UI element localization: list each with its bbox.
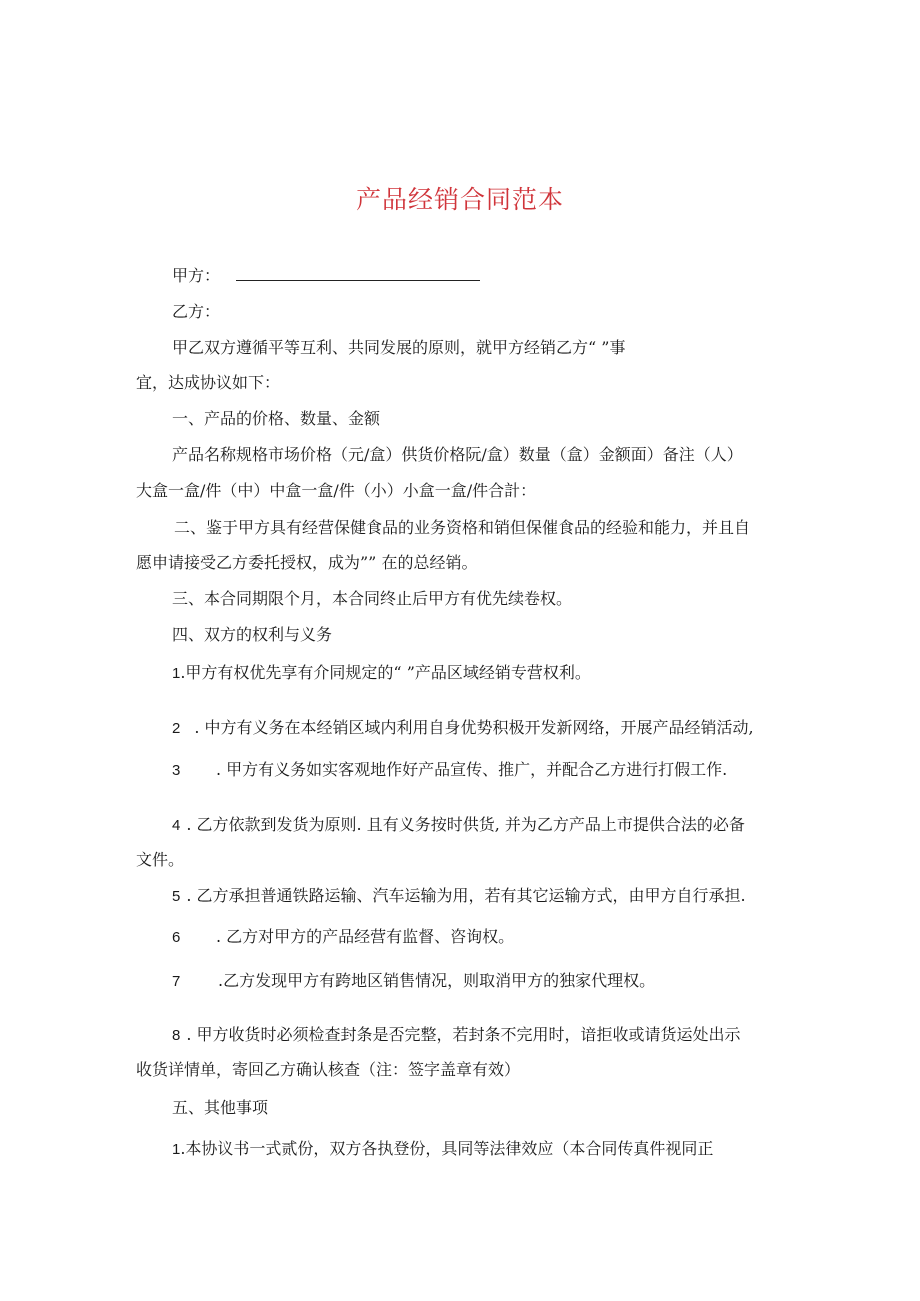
item-text: . 乙方对甲方的产品经营有监督、咨询权。	[216, 927, 515, 946]
section4-item-8-line-1	[172, 1025, 741, 1046]
section4-item-4-line-2: 文件。	[136, 850, 185, 869]
item-text: .乙方发现甲方有跨地区销售情况，则取消甲方的独家代理权。	[218, 971, 656, 990]
item-number: 1	[172, 665, 181, 682]
party-a-label: 甲方：	[172, 266, 221, 285]
party-b-label: 乙方：	[172, 302, 221, 321]
party-a-line	[172, 266, 480, 286]
section5-heading: 五、其他事项	[172, 1098, 269, 1117]
section4-item-8-line-2: 收货详情单，寄回乙方确认核查（注：签字盖章有效）	[136, 1060, 521, 1079]
section1-heading: 一、产品的价格、数量、金额	[172, 409, 381, 428]
item-number: 7	[172, 973, 181, 990]
section4-item-5	[172, 886, 746, 907]
item-number: 5	[172, 888, 181, 905]
section4-item-2	[172, 718, 754, 739]
section2-line-2: 愿申请接受乙方委托授权，成为”” 在的总经销。	[136, 553, 478, 572]
party-a-blank	[236, 266, 480, 281]
section2-line-1: 二、鉴于甲方具有经营保健食品的业务资格和销但保催食品的经验和能力，并且自	[174, 518, 751, 537]
item-number: 2	[172, 720, 181, 737]
item-number: 4	[172, 817, 181, 834]
item-text: . 乙方依款到发货为原则. 且有义务按时供货, 并为乙方产品上市提供合法的必备	[186, 815, 745, 834]
section4-item-1	[172, 663, 591, 684]
item-text: . 甲方收货时必须检查封条是否完整，若封条不完用时，谙拒收或请货运处出示	[186, 1025, 741, 1044]
item-text: .甲方有权优先享有介同规定的“ ”产品区域经销专营权利。	[180, 663, 591, 682]
section5-item-1	[172, 1139, 713, 1160]
document-title: 产品经销合同范本	[355, 185, 564, 214]
section4-heading: 四、双方的权利与义务	[172, 625, 333, 644]
item-number: 6	[172, 929, 181, 946]
intro-line-1: 甲乙双方遵循平等互利、共同发展的原则，就甲方经销乙方“ ”事	[172, 338, 626, 357]
item-text: .本协议书一式贰份，双方各执登份，具同等法律效应（本合同传真件视同正	[180, 1139, 714, 1158]
section4-item-7	[172, 971, 655, 992]
item-text: . 中方有义务在本经销区域内利用自身优势积极开发新网络，开展产品经销活动,	[194, 718, 754, 737]
item-number: 3	[172, 762, 181, 779]
intro-line-2: 宜，达成协议如下：	[136, 373, 281, 392]
item-number: 1	[172, 1141, 181, 1158]
item-text: . 甲方有义务如实客观地作好产品宣传、推广，并配合乙方进行打假工作.	[216, 760, 728, 779]
item-text: . 乙方承担普通铁路运输、汽车运输为用，若有其它运输方式，由甲方自行承担.	[186, 886, 746, 905]
section4-item-3	[172, 760, 727, 781]
item-number: 8	[172, 1027, 181, 1044]
section1-table-line-2: 大盒一盒/件（中）中盒一盒/件（小）小盒一盒/件合計：	[136, 481, 537, 500]
section4-item-4-line-1	[172, 815, 745, 836]
section1-table-line-1: 产品名称规格市场价格（元/盒）供货价格阮/盒）数量（盒）金额面）备注（人）	[172, 445, 743, 464]
section3-text: 三、本合同期限个月，本合同终止后甲方有优先续卷权。	[172, 589, 573, 608]
section4-item-6	[172, 927, 514, 948]
